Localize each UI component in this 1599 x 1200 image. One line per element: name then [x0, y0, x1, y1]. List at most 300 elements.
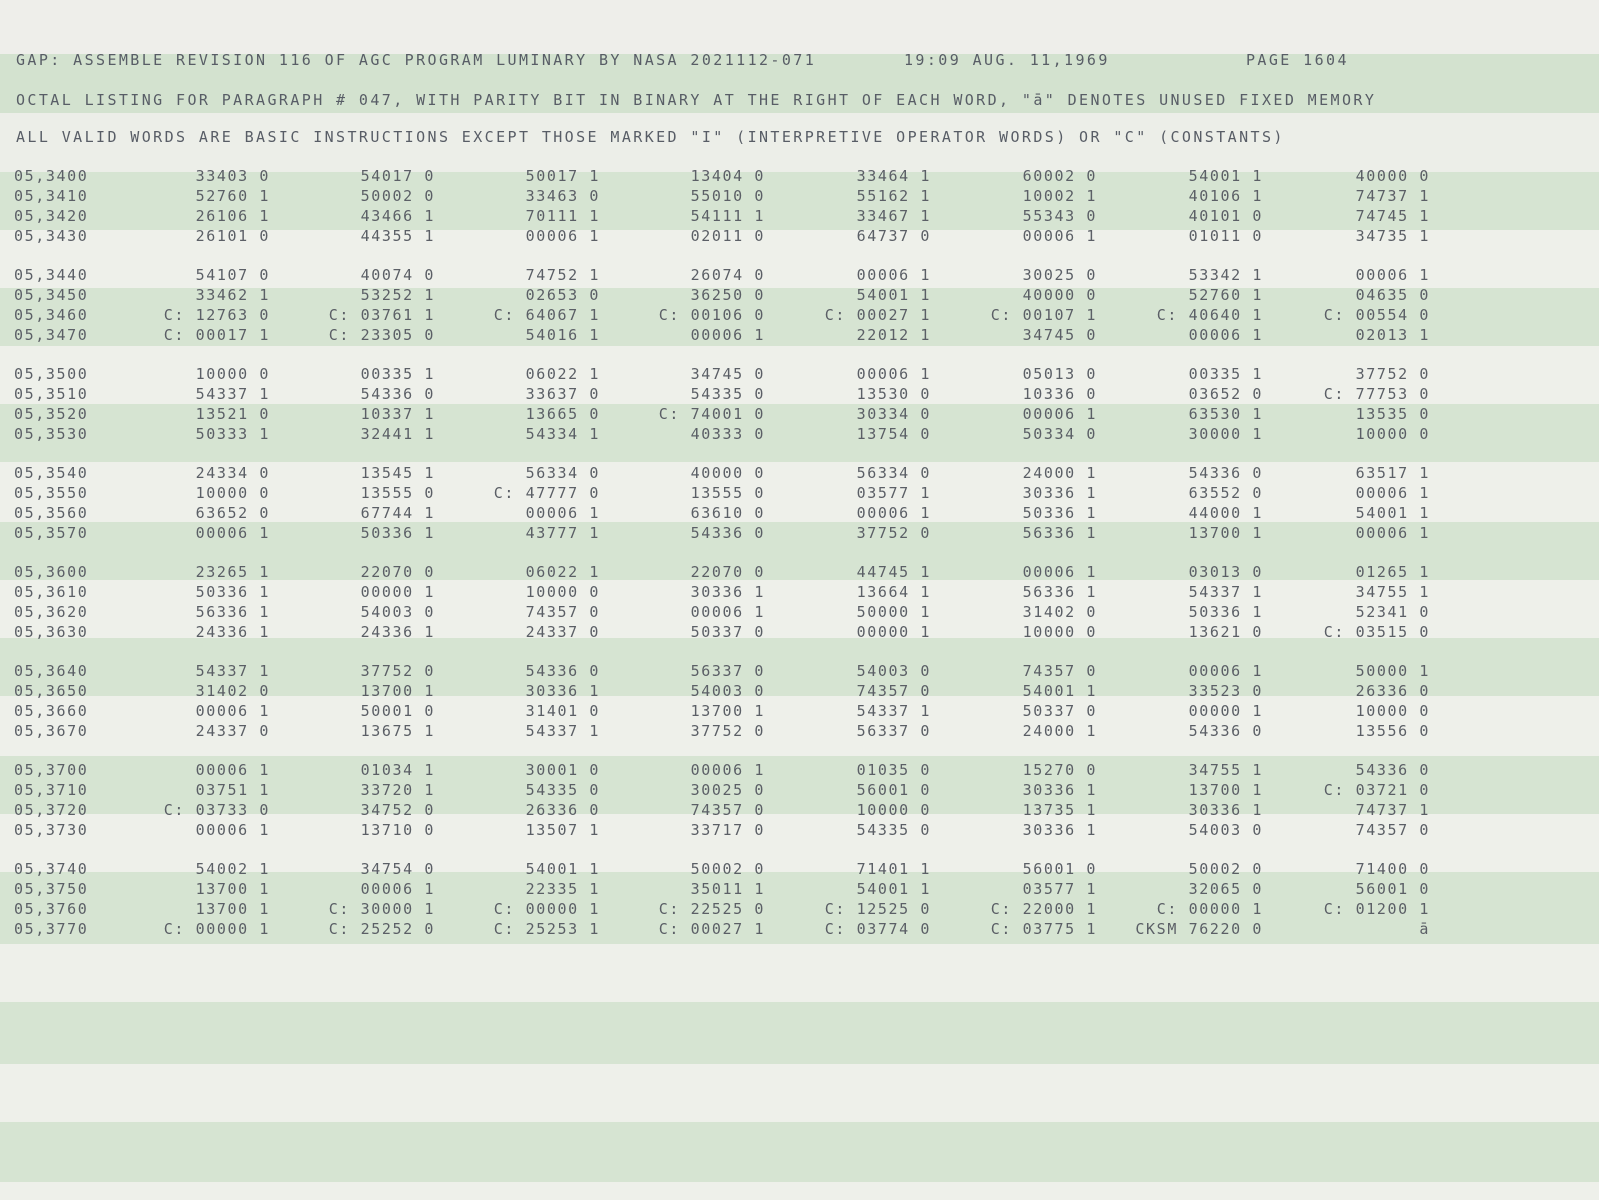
- octal-word: [615, 385, 765, 403]
- octal-word-text: 54335 0: [525, 781, 600, 799]
- octal-word-text: 13700 1: [195, 900, 270, 918]
- octal-word: [947, 821, 1097, 839]
- memory-address: 05,3500: [14, 365, 89, 383]
- octal-word-text: 56336 1: [1022, 524, 1097, 542]
- octal-word: [120, 207, 270, 225]
- octal-word: [781, 761, 931, 779]
- octal-word: [615, 702, 765, 720]
- octal-word-text: 03013 0: [1188, 563, 1263, 581]
- octal-word-text: 13507 1: [525, 821, 600, 839]
- octal-word-text: 44355 1: [360, 227, 435, 245]
- octal-word: [947, 266, 1097, 284]
- octal-word: [781, 504, 931, 522]
- octal-word: [947, 623, 1097, 641]
- octal-word: [781, 207, 931, 225]
- octal-word: [1280, 306, 1430, 324]
- octal-word: [450, 207, 600, 225]
- memory-address: 05,3440: [14, 266, 89, 284]
- octal-word-text: 31402 0: [195, 682, 270, 700]
- octal-word: [120, 227, 270, 245]
- listing-block: [0, 167, 1599, 247]
- octal-word: [947, 504, 1097, 522]
- octal-word: [1113, 167, 1263, 185]
- octal-word-text: 54337 1: [525, 722, 600, 740]
- octal-word: [1280, 623, 1430, 641]
- octal-word-text: 50337 0: [1022, 702, 1097, 720]
- listing-row: [0, 563, 1599, 583]
- octal-word: [781, 603, 931, 621]
- octal-word-text: 54107 0: [195, 266, 270, 284]
- octal-word-text: 55010 0: [690, 187, 765, 205]
- listing-row: [0, 761, 1599, 781]
- octal-word-text: 24337 0: [525, 623, 600, 641]
- octal-word: [781, 326, 931, 344]
- octal-word: [285, 405, 435, 423]
- octal-word-text: 26074 0: [690, 266, 765, 284]
- octal-word-text: 54001 1: [1022, 682, 1097, 700]
- octal-word: [947, 583, 1097, 601]
- octal-word: [450, 286, 600, 304]
- listing-row: [0, 781, 1599, 801]
- octal-word-text: 63530 1: [1188, 405, 1263, 423]
- listing-block: [0, 662, 1599, 742]
- octal-word-text: C: 23305 0: [328, 326, 435, 344]
- octal-word: [1113, 484, 1263, 502]
- octal-word-text: 13535 0: [1355, 405, 1430, 423]
- octal-word-text: 34752 0: [360, 801, 435, 819]
- octal-word-text: 56334 0: [525, 464, 600, 482]
- octal-word: [781, 425, 931, 443]
- octal-word-text: C: 03733 0: [163, 801, 270, 819]
- octal-word-text: 00006 1: [1355, 484, 1430, 502]
- octal-word: [1113, 801, 1263, 819]
- octal-word: [285, 266, 435, 284]
- octal-word: [450, 801, 600, 819]
- octal-word-text: 54336 0: [525, 662, 600, 680]
- octal-word: [781, 722, 931, 740]
- memory-address: 05,3430: [14, 227, 89, 245]
- listing-row: [0, 920, 1599, 940]
- octal-word-text: 50337 0: [690, 623, 765, 641]
- octal-word-text: 54017 0: [360, 167, 435, 185]
- octal-word-text: 50333 1: [195, 425, 270, 443]
- octal-word-text: 02011 0: [690, 227, 765, 245]
- octal-word: [120, 623, 270, 641]
- octal-word-text: 33467 1: [856, 207, 931, 225]
- octal-word: [285, 563, 435, 581]
- octal-word-text: 30336 1: [690, 583, 765, 601]
- memory-address: 05,3770: [14, 920, 89, 938]
- octal-word-text: 31401 0: [525, 702, 600, 720]
- octal-word-text: 10002 1: [1022, 187, 1097, 205]
- octal-word: [947, 860, 1097, 878]
- octal-word: [1113, 326, 1263, 344]
- octal-word-text: 00000 1: [1188, 702, 1263, 720]
- octal-word: [120, 306, 270, 324]
- octal-word-text: 36250 0: [690, 286, 765, 304]
- octal-word: [285, 464, 435, 482]
- octal-word: [285, 524, 435, 542]
- octal-word-text: C: 03774 0: [824, 920, 931, 938]
- octal-word: [120, 484, 270, 502]
- octal-word: [1113, 722, 1263, 740]
- octal-word: [781, 920, 931, 938]
- octal-word: [120, 781, 270, 799]
- octal-word-text: 26336 0: [1355, 682, 1430, 700]
- octal-word-text: 00006 1: [195, 821, 270, 839]
- octal-word: [947, 464, 1097, 482]
- octal-word-text: 00335 1: [1188, 365, 1263, 383]
- octal-word-text: 54336 0: [690, 524, 765, 542]
- octal-word-text: 50334 0: [1022, 425, 1097, 443]
- octal-word: [120, 761, 270, 779]
- octal-word: [450, 920, 600, 938]
- octal-word-text: 00006 1: [1355, 266, 1430, 284]
- octal-word: [285, 702, 435, 720]
- octal-word: [947, 227, 1097, 245]
- octal-word: [615, 464, 765, 482]
- octal-word: [1280, 504, 1430, 522]
- octal-word-text: 10000 0: [1355, 425, 1430, 443]
- octal-word-text: C: 00027 1: [824, 306, 931, 324]
- octal-word: [1113, 623, 1263, 641]
- octal-word-text: C: 00000 1: [1156, 900, 1263, 918]
- octal-word-text: 31402 0: [1022, 603, 1097, 621]
- octal-word-text: 13700 1: [360, 682, 435, 700]
- octal-word: [120, 722, 270, 740]
- octal-word-text: 30336 1: [1022, 781, 1097, 799]
- octal-word: [615, 603, 765, 621]
- octal-word-text: 00006 1: [195, 761, 270, 779]
- listing-row: [0, 900, 1599, 920]
- octal-word: [285, 385, 435, 403]
- octal-word-text: 26101 0: [195, 227, 270, 245]
- octal-word-text: 54001 1: [856, 286, 931, 304]
- octal-word: [615, 563, 765, 581]
- listing-block: [0, 860, 1599, 940]
- memory-address: 05,3620: [14, 603, 89, 621]
- octal-word: [1113, 900, 1263, 918]
- octal-word: [450, 187, 600, 205]
- octal-word-text: 00006 1: [525, 227, 600, 245]
- listing-row: [0, 306, 1599, 326]
- octal-word: [781, 524, 931, 542]
- octal-word-text: C: 40640 1: [1156, 306, 1263, 324]
- octal-word-text: 54337 1: [195, 385, 270, 403]
- octal-word: [781, 880, 931, 898]
- octal-word-text: C: 00017 1: [163, 326, 270, 344]
- memory-address: 05,3460: [14, 306, 89, 324]
- memory-address: 05,3410: [14, 187, 89, 205]
- octal-word: [1280, 365, 1430, 383]
- octal-word-text: C: 30000 1: [328, 900, 435, 918]
- octal-word: [615, 484, 765, 502]
- octal-word: [120, 801, 270, 819]
- octal-word-text: 34754 0: [360, 860, 435, 878]
- octal-word: [285, 326, 435, 344]
- octal-word: [615, 900, 765, 918]
- octal-word: [285, 781, 435, 799]
- octal-word-text: 30025 0: [1022, 266, 1097, 284]
- listing-row: [0, 187, 1599, 207]
- octal-word-text: 67744 1: [360, 504, 435, 522]
- memory-address: 05,3740: [14, 860, 89, 878]
- octal-word: [947, 167, 1097, 185]
- octal-word: [450, 306, 600, 324]
- octal-word-text: 37752 0: [856, 524, 931, 542]
- octal-word-text: 74357 0: [1022, 662, 1097, 680]
- octal-word-text: ā: [1419, 920, 1430, 938]
- octal-word: [120, 524, 270, 542]
- octal-word: [781, 365, 931, 383]
- octal-word-text: 02653 0: [525, 286, 600, 304]
- octal-word-text: 00006 1: [856, 266, 931, 284]
- octal-word: [450, 722, 600, 740]
- octal-word-text: 44745 1: [856, 563, 931, 581]
- octal-word: [450, 563, 600, 581]
- octal-word-text: 13545 1: [360, 464, 435, 482]
- octal-word: [615, 425, 765, 443]
- octal-word-text: 30336 1: [525, 682, 600, 700]
- octal-word: [1280, 603, 1430, 621]
- octal-word-text: 00006 1: [195, 702, 270, 720]
- octal-word: [1113, 563, 1263, 581]
- octal-word-text: 50001 0: [360, 702, 435, 720]
- octal-word-text: 50002 0: [690, 860, 765, 878]
- octal-word: [1113, 662, 1263, 680]
- octal-word: [1113, 306, 1263, 324]
- octal-word-text: 37752 0: [1355, 365, 1430, 383]
- octal-word: [120, 900, 270, 918]
- octal-word-text: C: 22000 1: [990, 900, 1097, 918]
- octal-word: [615, 365, 765, 383]
- memory-address: 05,3420: [14, 207, 89, 225]
- memory-address: 05,3750: [14, 880, 89, 898]
- octal-word: [285, 207, 435, 225]
- octal-word: [781, 385, 931, 403]
- octal-word-text: 33403 0: [195, 167, 270, 185]
- octal-word-text: 50002 0: [1188, 860, 1263, 878]
- octal-word: [285, 603, 435, 621]
- octal-word-text: 13621 0: [1188, 623, 1263, 641]
- octal-word-text: 64737 0: [856, 227, 931, 245]
- octal-word-text: 26336 0: [525, 801, 600, 819]
- octal-word-text: 33720 1: [360, 781, 435, 799]
- octal-word-text: 10000 0: [195, 365, 270, 383]
- octal-word: [947, 900, 1097, 918]
- octal-word: [450, 524, 600, 542]
- memory-address: 05,3550: [14, 484, 89, 502]
- listing-row: [0, 722, 1599, 742]
- octal-word: [1113, 524, 1263, 542]
- listing-description: OCTAL LISTING FOR PARAGRAPH # 047, WITH PARITY BIT IN BINARY AT THE RIGHT OF EACH WORD, "ā" DENOTES UNUSED FIXED MEMORY: [16, 91, 1377, 109]
- octal-word-text: 00006 1: [856, 365, 931, 383]
- octal-word-text: 54111 1: [690, 207, 765, 225]
- octal-word: [947, 286, 1097, 304]
- octal-word: [1280, 405, 1430, 423]
- memory-address: 05,3600: [14, 563, 89, 581]
- octal-word: [1113, 227, 1263, 245]
- octal-word-text: 74752 1: [525, 266, 600, 284]
- octal-word: [120, 464, 270, 482]
- octal-word-text: 54334 1: [525, 425, 600, 443]
- octal-word-text: C: 03775 1: [990, 920, 1097, 938]
- octal-word: [285, 286, 435, 304]
- octal-word-text: 40333 0: [690, 425, 765, 443]
- octal-word: [285, 365, 435, 383]
- octal-word: [1280, 464, 1430, 482]
- octal-word-text: C: 74001 0: [658, 405, 765, 423]
- octal-word: [781, 227, 931, 245]
- octal-word: [947, 662, 1097, 680]
- listing-block: [0, 761, 1599, 841]
- octal-word: [615, 405, 765, 423]
- listing-row: [0, 286, 1599, 306]
- memory-address: 05,3540: [14, 464, 89, 482]
- octal-word-text: 54337 1: [195, 662, 270, 680]
- octal-word-text: 44000 1: [1188, 504, 1263, 522]
- octal-word-text: 22335 1: [525, 880, 600, 898]
- octal-word-text: 74745 1: [1355, 207, 1430, 225]
- octal-word: [285, 880, 435, 898]
- memory-address: 05,3710: [14, 781, 89, 799]
- octal-word: [450, 583, 600, 601]
- octal-word-text: 37752 0: [360, 662, 435, 680]
- octal-word: [450, 860, 600, 878]
- octal-word-text: 52760 1: [1188, 286, 1263, 304]
- octal-word: [1113, 385, 1263, 403]
- octal-word-text: C: 00107 1: [990, 306, 1097, 324]
- octal-word-text: C: 01200 1: [1323, 900, 1430, 918]
- octal-word-text: 30025 0: [690, 781, 765, 799]
- octal-word-text: 00006 1: [856, 504, 931, 522]
- octal-word: [947, 207, 1097, 225]
- listing-row: [0, 504, 1599, 524]
- octal-word: [1280, 682, 1430, 700]
- octal-word-text: C: 00000 1: [163, 920, 270, 938]
- octal-word: [120, 662, 270, 680]
- octal-word: [1280, 227, 1430, 245]
- octal-word: [285, 860, 435, 878]
- octal-word: [285, 504, 435, 522]
- octal-word: [450, 900, 600, 918]
- listing-row: [0, 860, 1599, 880]
- octal-word: [1280, 801, 1430, 819]
- octal-word: [1113, 880, 1263, 898]
- octal-word-text: 13521 0: [195, 405, 270, 423]
- octal-word-text: 50000 1: [1355, 662, 1430, 680]
- octal-word-text: 54336 0: [1188, 722, 1263, 740]
- octal-word: [450, 781, 600, 799]
- octal-word-text: 56336 1: [1022, 583, 1097, 601]
- octal-word-text: 70111 1: [525, 207, 600, 225]
- octal-word-text: 33637 0: [525, 385, 600, 403]
- octal-word: [120, 187, 270, 205]
- octal-word: [120, 266, 270, 284]
- octal-word-text: 52341 0: [1355, 603, 1430, 621]
- octal-word-text: 74357 0: [1355, 821, 1430, 839]
- octal-word: [120, 821, 270, 839]
- memory-address: 05,3730: [14, 821, 89, 839]
- octal-word-text: 22070 0: [690, 563, 765, 581]
- octal-word-text: 24334 0: [195, 464, 270, 482]
- octal-word-text: 03652 0: [1188, 385, 1263, 403]
- word-legend: ALL VALID WORDS ARE BASIC INSTRUCTIONS EXCEPT THOSE MARKED "I" (INTERPRETIVE OPERATOR WORDS) OR "C" (CONSTANTS): [16, 128, 1285, 146]
- octal-word-text: 00000 1: [856, 623, 931, 641]
- octal-word: [450, 702, 600, 720]
- octal-word: [1113, 266, 1263, 284]
- octal-word: [1280, 662, 1430, 680]
- octal-word: [947, 761, 1097, 779]
- octal-word-text: 00006 1: [690, 326, 765, 344]
- octal-word-text: 54003 0: [856, 662, 931, 680]
- listing-row: [0, 702, 1599, 722]
- octal-word: [120, 167, 270, 185]
- octal-word-text: 71400 0: [1355, 860, 1430, 878]
- octal-word-text: 74357 0: [690, 801, 765, 819]
- octal-word-text: 35011 1: [690, 880, 765, 898]
- octal-word: [615, 306, 765, 324]
- octal-word: [781, 167, 931, 185]
- octal-word-text: 13530 0: [856, 385, 931, 403]
- octal-word-text: C: 00000 1: [493, 900, 600, 918]
- octal-word: [285, 761, 435, 779]
- listing-row: [0, 167, 1599, 187]
- octal-word: [1280, 484, 1430, 502]
- memory-address: 05,3650: [14, 682, 89, 700]
- octal-word: [947, 524, 1097, 542]
- assembler-info: GAP: ASSEMBLE REVISION 116 OF AGC PROGRAM LUMINARY BY NASA 2021112-071: [16, 51, 817, 69]
- octal-word: [1113, 761, 1263, 779]
- octal-word-text: 01011 0: [1188, 227, 1263, 245]
- memory-address: 05,3700: [14, 761, 89, 779]
- octal-word: [781, 405, 931, 423]
- octal-word: [615, 187, 765, 205]
- octal-word: [285, 425, 435, 443]
- octal-word: [1280, 583, 1430, 601]
- octal-word-text: 24000 1: [1022, 722, 1097, 740]
- listing-row: [0, 880, 1599, 900]
- octal-word: [947, 365, 1097, 383]
- octal-listing: [0, 167, 1599, 959]
- octal-word-text: C: 03515 0: [1323, 623, 1430, 641]
- octal-word: [1113, 365, 1263, 383]
- octal-word-text: 74737 1: [1355, 187, 1430, 205]
- octal-word: [1280, 880, 1430, 898]
- octal-word-text: C: 12763 0: [163, 306, 270, 324]
- octal-word: [450, 464, 600, 482]
- octal-word: [781, 306, 931, 324]
- listing-row: [0, 484, 1599, 504]
- octal-word: [947, 405, 1097, 423]
- octal-word-text: 54337 1: [856, 702, 931, 720]
- octal-word-text: 13754 0: [856, 425, 931, 443]
- memory-address: 05,3660: [14, 702, 89, 720]
- octal-word: [450, 821, 600, 839]
- octal-word-text: 00006 1: [1355, 524, 1430, 542]
- octal-word-text: 00006 1: [1188, 326, 1263, 344]
- octal-word: [120, 860, 270, 878]
- octal-word-text: 10000 0: [856, 801, 931, 819]
- octal-word: [285, 484, 435, 502]
- listing-row: [0, 425, 1599, 445]
- octal-word: [450, 880, 600, 898]
- octal-word: [1113, 920, 1263, 938]
- octal-word-text: 00006 1: [1022, 563, 1097, 581]
- octal-word: [615, 860, 765, 878]
- octal-word: [615, 266, 765, 284]
- octal-word: [1113, 464, 1263, 482]
